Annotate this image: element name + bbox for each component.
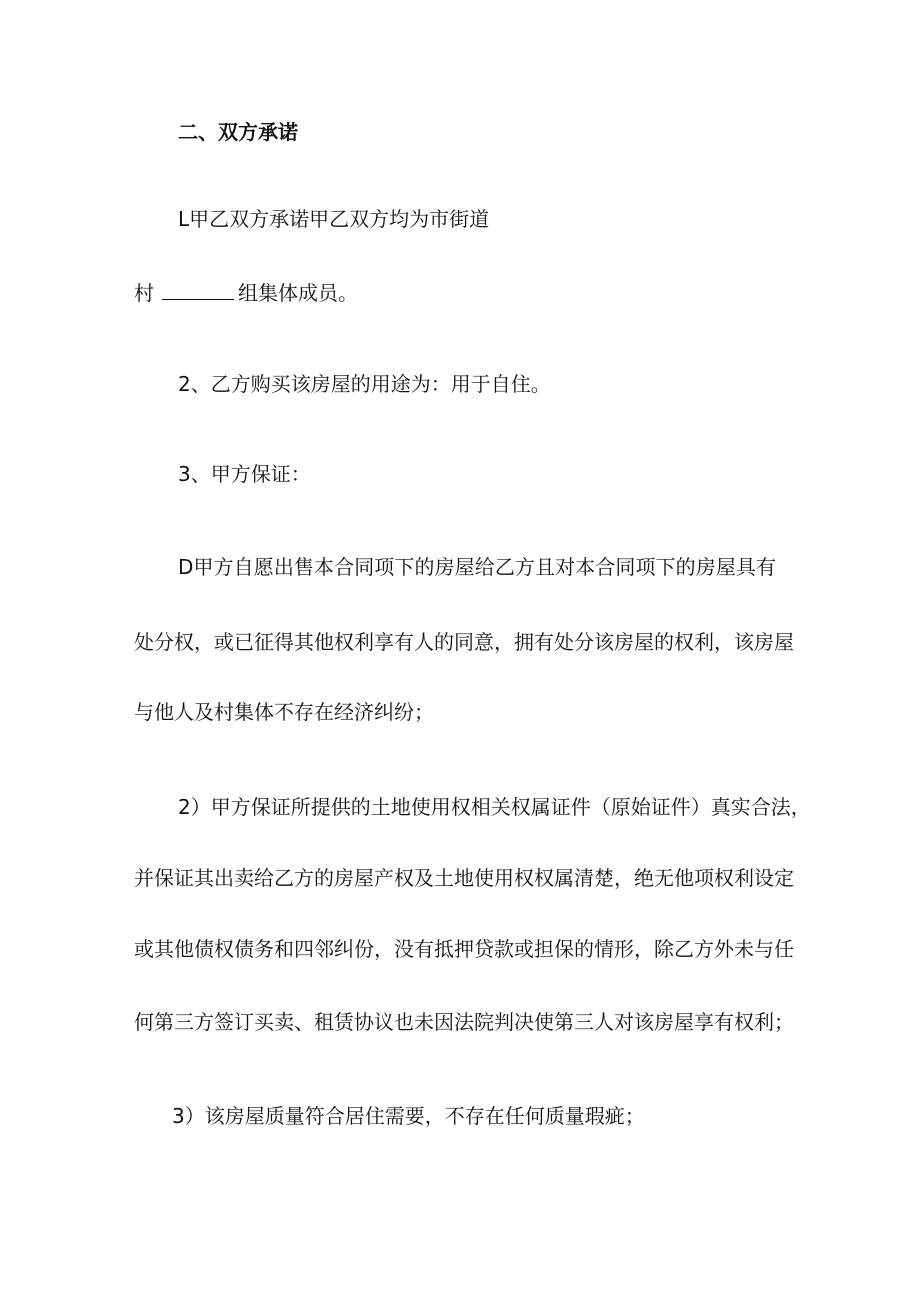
clause1-line2: 处分权，或已征得其他权利享有人的同意，拥有处分该房屋的权利，该房屋 [134, 630, 794, 654]
clause1-line3: 与他人及村集体不存在经济纠纷； [134, 700, 434, 724]
item1-group-text: 组集体成员。 [238, 281, 358, 305]
item1-line2 [134, 281, 358, 305]
clause2-line4: 何第三方签订买卖、租赁协议也未因法院判决使第三人对该房屋享有权利； [134, 1010, 794, 1034]
item1-village-label: 村 [134, 281, 154, 305]
fill-in-blank [162, 281, 234, 300]
clause2-line2: 并保证其出卖给乙方的房屋产权及土地使用权权属清楚，绝无他项权利设定 [134, 866, 794, 890]
clause2-line1: 2）甲方保证所提供的土地使用权相关权属证件（原始证件）真实合法， [178, 795, 811, 819]
section-heading: 二、双方承诺 [178, 120, 298, 144]
item1-line1: L甲乙双方承诺甲乙双方均为市街道 [178, 207, 490, 231]
clause3-text: 3）该房屋质量符合居住需要，不存在任何质量瑕疵； [172, 1104, 645, 1128]
item3-text: 3、甲方保证： [178, 462, 311, 486]
item2-text: 2、乙方购买该房屋的用途为：用于自住。 [178, 372, 551, 396]
clause1-line1: D甲方自愿出售本合同项下的房屋给乙方且对本合同项下的房屋具有 [178, 555, 776, 579]
clause2-line3: 或其他债权债务和四邻纠份，没有抵押贷款或担保的情形，除乙方外未与任 [134, 937, 794, 961]
